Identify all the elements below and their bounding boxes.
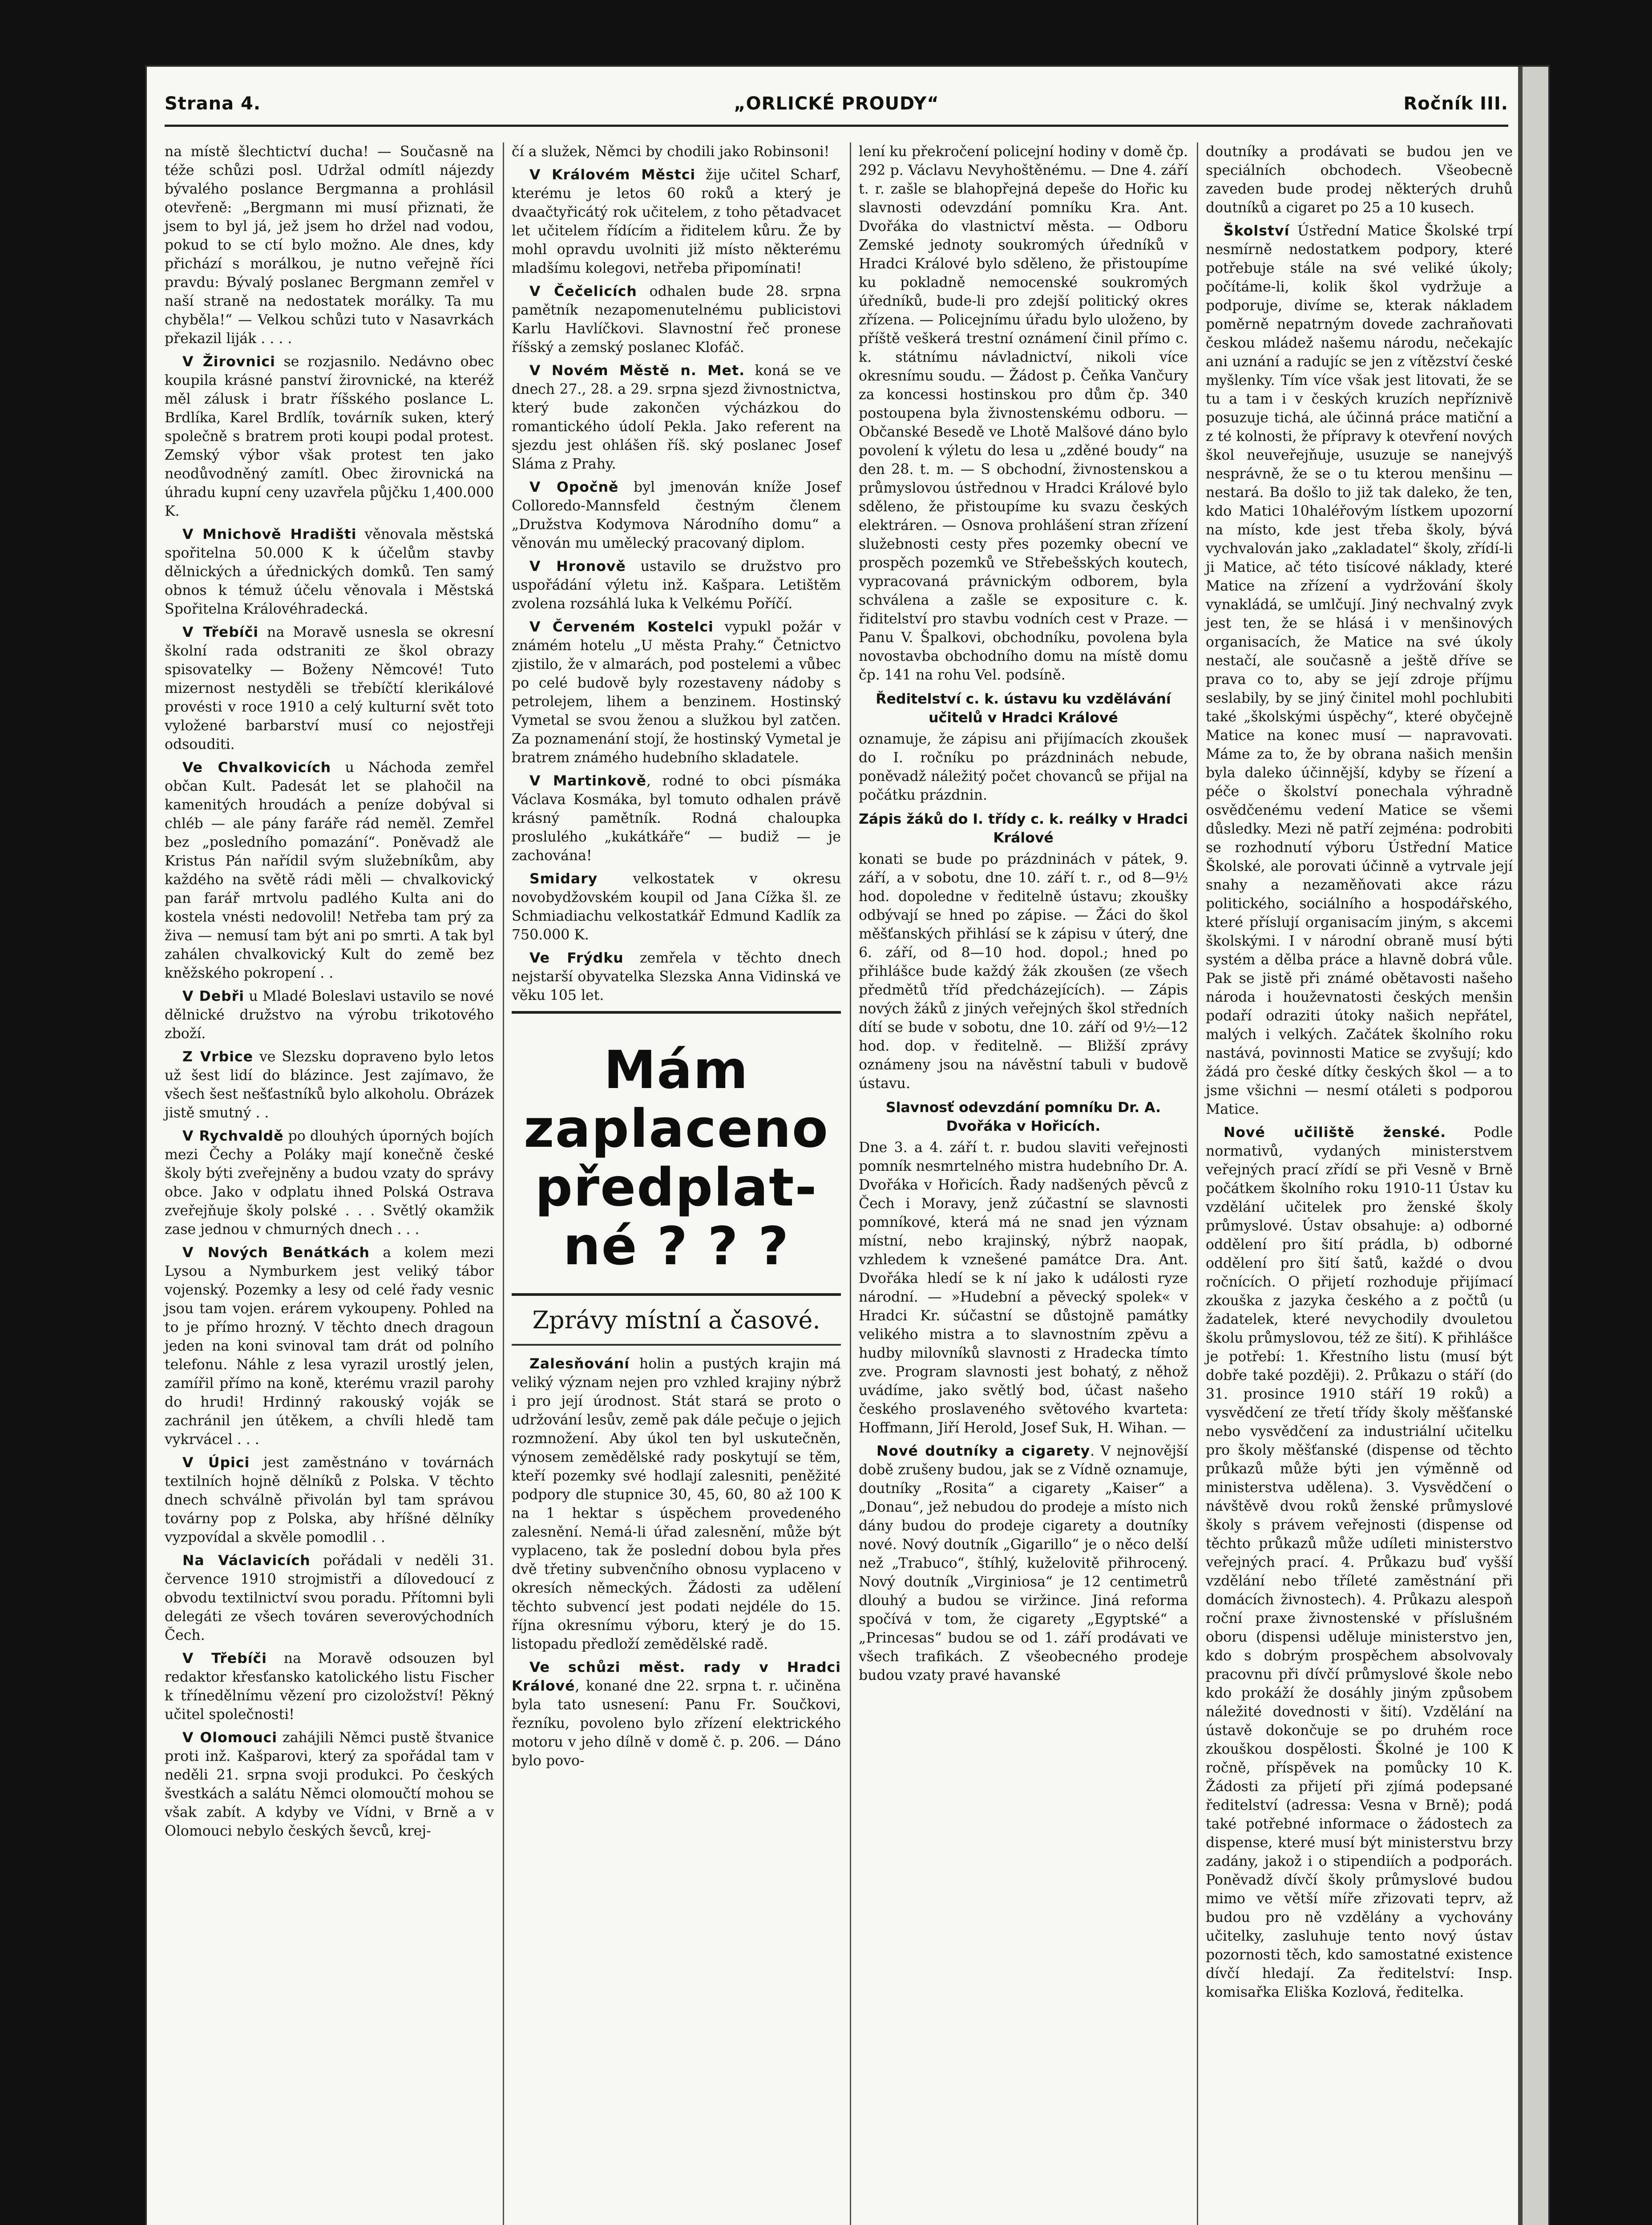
- article-paragraph: [512, 949, 841, 1005]
- article-text: zahájili Němci pustě štvanice proti inž. Kašparovi, který za spořádal tam v neděli 21. srpna svoji produkci. Po českých švestkách a salátu Němci olomoučtí mohou se však zabít. A kdyby ve Vídni, v Brně a v Olomouci nebylo českých ševců, krej-: [165, 1730, 494, 1839]
- column-divider: [850, 142, 851, 2225]
- ad-line: né ? ? ?: [563, 1215, 790, 1277]
- article-paragraph: [1206, 142, 1513, 217]
- article-paragraph: [859, 850, 1188, 1093]
- article-keyword: Na Václavicích: [182, 1553, 311, 1569]
- ad-line: Mám: [603, 1039, 749, 1100]
- article-keyword: V Novém Městě n. Met.: [529, 363, 745, 379]
- article-text: na Moravě odsouzen byl redaktor křesťansko katolického listu Fischer k třínedělnímu vězení pro cizoložství! Pěkný učitel společnosti!: [165, 1651, 494, 1723]
- article-text: holin a pustých krajin má veliký význam nejen pro vzhled krajiny nýbrž i pro její úrodnost. Stát stará se proto o udržování lesův, země pak dále pečuje o jejich rozmnožení. Aby úkol ten byl uskutečněn, výnosem zemědělské rady poskytují se těm, kteří pozemky své hodlají zalesniti, peněžité podpory dle stupnice 30, 45, 60, 80 až 100 K na 1 hektar s úspěchem provedeného zalesnění. Nemá-li úřad zalesnění, může být vyplaceno, tak že poslední dobou byla přes dvě třetiny subvenčního obnosu vyplaceno v okresích německých. Žádosti za udělení těchto subvencí jest podati nejdéle do 15. října okresnímu výboru, který je do 15. listopadu předloží zemědělské radě.: [512, 1356, 841, 1652]
- article-paragraph: [165, 758, 494, 983]
- article-paragraph: [165, 623, 494, 754]
- article-text: jest zaměstnáno v továrnách textilních hojně dělníků z Polska. V těchto dnech schválně přivolán byl tam správou továrny pop z Polska, aby hříšné dělníky vyzpovídal a skvěle pomodlil . .: [165, 1455, 494, 1545]
- article-text: čí a služek, Němci by chodili jako Robinsoni!: [512, 144, 830, 160]
- article-text: lení ku překročení policejní hodiny v domě čp. 292 p. Václavu Nevyhoštěnému. — Dne 4. září t. r. zašle se blahopřejná depeše do Hořic ku slavnosti odevzdání pomníku Kra. Ant. Dvořáka do vlastnictví města. — Odboru Zemské jednoty soukromých úředníků v Hradci Králové bylo sděleno, že přistoupíme ku pokladně nemocenské soukromých úředníků, bude-li pro zdejší politický okres zřízena. — Policejnímu úřadu bylo uloženo, by příště veškerá trestní oznámení činil přímo c. k. státnímu návladnictví, nikoli více okresnímu soudu. — Žádost p. Čeňka Vančury za koncessi hostinskou pro dům čp. 340 postoupena byla živnostenskému odboru. — Občanské Besedě ve Lhotě Malšové dáno bylo povolení k výletu do lesa u „zděné boudy“ na den 28. t. m. — S obchodní, živnostenskou a průmyslovou ústřednou v Hradci Králové bylo sděleno, že přistoupíme ku svazu českých elektráren. — Osnova prohlášení stran zřízení služebnosti cesty přes pozemky obecní ve prospěch pozemků ve Střebešských koutech, vypracovaná právnickým odborem, byla schválena a zašle se expositure c. k. řiditelství pro stavbu vodních cest v Praze. — Panu V. Špalkovi, obchodníku, povolena byla novostavba obchodního domu na místě domu čp. 141 na rohu Vel. podsíně.: [859, 144, 1188, 683]
- column-divider: [1197, 142, 1198, 2225]
- article-keyword: Školství: [1224, 223, 1290, 239]
- article-paragraph: [512, 1658, 841, 1770]
- ad-line: předplat-: [535, 1157, 818, 1218]
- article-paragraph: [1206, 1123, 1513, 2002]
- article-text: Dne 3. a 4. září t. r. budou slaviti veřejnosti pomník nesmrtelného mistra hudebního Dr. A. Dvořáka v Hořicích. Řady nadšených pěvců z Čech i Moravy, jenž zúčastní se slavnosti pomníkové, která má ne snad jen význam místní, nebo krajinský, nýbrž naopak, vzhledem k vznešené památce Dra. Ant. Dvořáka hledí se k ní jako k události ryze národní. — »Hudební a pěvecký spolek« v Hradci Kr. súčastní se důstojně památky velikého mistra a to slavnostním zpěvu a hudby milovníků slavnosti z Hradecka tímto zve. Program slavnosti jest bohatý, z něhož uvádíme, jako světlý bod, účast našeho českého proslaveného světového kvarteta: Hoffmann, Jiří Herold, Josef Suk, H. Wihan. —: [859, 1140, 1188, 1436]
- ad-line: zaplaceno: [524, 1098, 829, 1159]
- article-keyword: Nové učiliště ženské.: [1224, 1125, 1446, 1141]
- article-keyword: V Martinkově: [529, 773, 647, 789]
- article-paragraph: [859, 1138, 1188, 1437]
- article-heading: Slavnosť odevzdání pomníku Dr. A. Dvořáka v Hořicích.: [885, 1100, 1161, 1134]
- article-paragraph: [512, 557, 841, 613]
- article-keyword: Nové doutníky a cigarety: [876, 1443, 1091, 1459]
- article-text: . V nejnovější době zrušeny budou, jak se z Vídně oznamuje, doutníky „Rosita“ a cigarety „Kaiser“ a „Donau“, jež nebudou do prodeje a místo nich dány budou do prodeje cigarety a doutníky nové. Nový doutník „Gigarillo“ je o něco delší než „Trabuco“, štíhlý, kuželovitě přihrocený. Nový doutník „Virginiosa“ je 12 centimetrů dlouhý a budou se viržince. Jiná reforma spočívá v tom, že cigarety „Egyptské“ a „Princesas“ budou se od 1. září prodávati ve všech trafikách. Z všeobecného prodeje budou vzaty pravé havanské: [859, 1443, 1188, 1683]
- article-text: odhalen bude 28. srpna pamětník nezapomenutelnému publicistovi Karlu Havlíčkovi. Slavnostní řeč pronese říšský a zemský poslanec Klofáč.: [512, 283, 841, 356]
- article-paragraph: [512, 166, 841, 278]
- article-text: u Mladé Boleslavi ustavilo se nové dělnické družstvo na výrobu trikotového zboží.: [165, 988, 494, 1042]
- article-paragraph: [1206, 222, 1513, 1119]
- article-paragraph: [512, 361, 841, 473]
- article-paragraph: [859, 730, 1188, 805]
- subscription-ad: [512, 1011, 841, 1296]
- article-text: , rodné to obci písmáka Václava Kosmáka, byl tomuto odhalen právě krásný pamětník. Rodná chaloupka proslulého „kukátkáře“ — budiž — je zachována!: [512, 773, 841, 864]
- article-text: doutníky a prodávati se budou jen ve speciálních obchodech. Všeobecně zaveden bude prodej některých druhů doutníků a cigaret po 25 a 10 kusech.: [1206, 144, 1513, 216]
- article-paragraph: [165, 525, 494, 619]
- article-text: konati se bude po prázdninách v pátek, 9. září, a v sobotu, dne 10. září t. r., od 8—9½ hod. dopoledne v ředitelně ústavu; zkoušky odbývají se hned po zápise. — Žáci do škol měšťanských přihlásí se k zápisu v úterý, dne 6. září, od 8—10 hod. dopol.; hned po přihlášce bude každý žák zkoušen (ze všech předmětů tříd předcházejících). — Zápis nových žáků z jiných veřejných škol středních dítí se bude v sobotu, dne 10. září od 9½—12 hod. dop. v ředitelně. — Bližší zprávy oznámeny jsou na návěstní tabuli v budově ústavu.: [859, 851, 1188, 1092]
- article-paragraph: [512, 282, 841, 357]
- column-divider: [503, 142, 504, 2225]
- article-text: na místě šlechtictví ducha! — Současně na téže schůzi posl. Udržal odmítl nájezdy bývalého poslance Bergmanna a prohlásil otevřeně: „Bergmann mi musí přiznati, že jsem to byl já, jež jsem ho držel nad vodou, pokud to se ctí bylo možno. Ale dnes, kdy přichází s morálkou, je nutno veřejně říci pravdu: Bývalý poslanec Bergmann zemřel v naší straně na nedostatek morálky. Ta mu chyběla!“ — Velkou schůzi tuto v Nasavrkách překazil liják . . . .: [165, 144, 494, 347]
- article-keyword: V Debři: [182, 988, 245, 1004]
- article-text: koná se ve dnech 27., 28. a 29. srpna sjezd živnostnictva, který bude zakončen výcházkou do romantického údolí Pekla. Jako referent na sjezdu jest ohlášen říš. ský poslanec Josef Sláma z Prahy.: [512, 363, 841, 472]
- article-text: po dlouhých úporných bojích mezi Čechy a Poláky mají konečně české školy býti zveřejněny a budou vzaty do správy obce. Jako v odplatu ihned Polská Ostrava zveřejňuje školy polské . . . Světlý okamžik zase jednou v chmurných dnech . . .: [165, 1128, 494, 1238]
- article-keyword: V Mnichově Hradišti: [182, 526, 357, 542]
- article-paragraph: [165, 1728, 494, 1841]
- article-keyword: V Královém Městci: [529, 167, 696, 183]
- article-keyword: V Červeném Kostelci: [529, 619, 714, 635]
- article-paragraph: [859, 1442, 1188, 1685]
- column-2: [512, 142, 841, 1775]
- article-paragraph: [165, 1453, 494, 1547]
- article-paragraph: [512, 142, 841, 161]
- article-keyword: V Hronově: [529, 558, 626, 574]
- article-keyword: V Nových Benátkách: [182, 1245, 370, 1261]
- article-text: na Moravě usnesla se okresní školní rada odstraniti ze škol obrazy spisovatelky — Boženy Němcové! Tuto mizernost nestyděli se třebíčtí klerikálové provésti v roce 1910 a celý kulturní svět toto vyložené barbarství musí co nejostřeji odsouditi.: [165, 624, 494, 752]
- section-title: Zprávy místní a časové.: [512, 1305, 841, 1346]
- article-paragraph: [165, 1243, 494, 1449]
- volume-label: Ročník III.: [1403, 93, 1508, 114]
- article-heading: Zápis žáků do I. třídy c. k. reálky v Hradci Králové: [859, 811, 1188, 846]
- article-paragraph: [165, 142, 494, 348]
- article-text: vypukl požár v známém hotelu „U města Prahy.“ Četnictvo zjistilo, že v almarách, pod postelemi a vůbec po celé budově byly rozestaveny nádoby s petrolejem, lihem a benzinem. Hostinský Vymetal se svou ženou a služkou byl zatčen. Za poznamenání stojí, že hostinský Vymetal je bratrem známého hudebního skladatele.: [512, 619, 841, 766]
- article-keyword: V Třebíči: [182, 1651, 267, 1667]
- article-text: a kolem mezi Lysou a Nymburkem jest veliký tábor vojenský. Pozemky a lesy od celé řady vesnic jsou tam vojen. erárem vykoupeny. Pohled na to je přímo hrozný. V těchto dnech dragoun jeden na koni svinoval tam drát od polního telefonu. Náhle z lesa vyrazil urostlý jelen, zamířil přímo na koně, kterému vrazil parohy do hrudi! Hrdinný rakouský voják se zachránil jen útěkem, a chvíli hledě tam vykrvácel . . .: [165, 1245, 494, 1448]
- article-keyword: V Rychvaldě: [182, 1128, 284, 1144]
- article-keyword: V Opočně: [529, 479, 619, 495]
- article-keyword: V Čečelicích: [529, 283, 637, 299]
- article-keyword: Ve Frýdku: [529, 950, 624, 966]
- article-paragraph: [165, 1048, 494, 1122]
- article-keyword: Ve Chvalkovicích: [182, 760, 331, 776]
- article-paragraph: [512, 772, 841, 865]
- article-text: byl jmenován kníže Josef Colloredo-Mannsfeld čestným členem „Družstva Kodymova Národního domu“ a věnován mu umělecký pracovaný diplom.: [512, 479, 841, 551]
- article-text: Ústřední Matice Školské trpí nesmírně nedostatkem podpory, které potřebuje stále na své veliké úkoly; počítáme-li, kolik škol vydržuje a podporuje, divíme se, kterak nákladem poměrně nepatrným dovede zachraňovati českou mládež našemu národu, nečekajíc ani uznání a radujíc se jen z vítězství české myšlenky. Tím více však jest litovati, že se tu a tam i v českých kruzích nepříznivě posuzuje tichá, ale účinná práce matiční a z té kolnosti, že přípravy k otevření nových škol neuveřejňuje, usuzuje se nanejvýš nesprávně, že se o tu kterou menšinu — nestará. Ba došlo to již tak daleko, že ten, kdo Matici 10haléřovým lístkem upozorní na místo, kde jest třeba školy, bývá vychvalován jako „zakladatel“ školy, zřídí-li ji Matice, ač této tisícové náklady, které Matice na zřízení a vydržování školy vynakládá, se umlčují. Jiný nechvalný zvyk jest ten, že se hlásá i v menšinových organisacích, že Matice na své úkoly nestačí, ale současně a ještě dříve se prava co to, aby se její zdroje příjmu seslabily, by se jiný činitel mohl pochlubiti také „školskými úspěchy“, které obyčejně Matice na konec musí — napravovati. Máme za to, že by obrana našich menšin byla daleko účinnější, kdyby se řízení a péče o školství ponechala výhradně osvědčenému vedení Matice se všemi důsledky. Mezi ně patří zejména: podrobiti se rozhodnutí výboru Ústřední Matice Školské, ale porovati účinně a vytrvale její snahy a nezaměňovati akce rázu politického, sociálního a hospodářského, které příslují organisacím jiným, s akcemi školskými. I v národní obraně musí býti systém a dělba práce a hlavně dobrá vůle. Pak se jistě při známé obětavosti našeho národa i houževnatosti českých menšin podaří odraziti útoky našich nepřátel, malých i velkých. Začátek školního roku nastává, povinnosti Matice se zvyšují; kdo žádá pro české dítky českých škol — a to jsme všichni — nesmí otáleti s podporou Matice.: [1206, 223, 1513, 1117]
- article-text: žije učitel Scharf, kterému je letos 60 roků a který je dvaačtyřicátý rok učitelem, z toho pětadvacet let učitelem řídícím a řiditelem kůru. Že by mohl opravdu uvolniti již místo některému mladšímu kolegovi, netřeba připomínati!: [512, 167, 841, 276]
- article-text: ustavilo se družstvo pro uspořádání výletu inž. Kašpara. Letištěm zvolena rozsáhlá luka k Velkému Poříčí.: [512, 558, 841, 612]
- article-keyword: V Žirovnici: [182, 354, 275, 370]
- article-text: pořádali v neděli 31. července 1910 strojmistři a dílovedoucí z obvodu textilnictví svou poradu. Přítomni byli delegáti ze všech továren severovýchodních Čech.: [165, 1553, 494, 1643]
- column-1: [165, 142, 494, 1845]
- article-text: velkostatek v okresu novobydžovském koupil od Jana Cížka šl. ze Schmiadiachu velkostatkář Edmund Kadlík za 750.000 K.: [512, 871, 841, 943]
- column-3: [859, 142, 1188, 1689]
- article-paragraph: [512, 478, 841, 553]
- article-paragraph: [165, 1127, 494, 1239]
- page-number: Strana 4.: [165, 93, 261, 114]
- article-keyword: V Úpici: [182, 1455, 250, 1471]
- article-paragraph: [165, 987, 494, 1043]
- page-header: [165, 93, 1508, 127]
- article-paragraph: [165, 1551, 494, 1645]
- article-paragraph: [512, 618, 841, 767]
- article-paragraph: [859, 142, 1188, 684]
- page-edge: [1518, 67, 1548, 2225]
- newspaper-page: [147, 67, 1548, 2225]
- article-text: zemřela v těchto dnech nejstarší obyvatelka Slezska Anna Vidinská ve věku 105 let.: [512, 950, 841, 1003]
- article-paragraph: [512, 870, 841, 944]
- article-text: oznamuje, že zápisu ani přijímacích zkoušek do I. ročníku po prázdninách nebude, poněvadž náležitý počet chovanců se přijal na počátku prázdnin.: [859, 731, 1188, 803]
- article-keyword: Smidary: [529, 871, 598, 887]
- article-text: Podle normativů, vydaných ministerstvem veřejných prací zřídí se při Vesně v Brně počátkem školního roku 1910-11 Ústav ku vzdělání učitelek pro ženské školy průmyslové. Ústav obsahuje: a) odborné oddělení pro šití prádla, b) odborné oddělení pro šití šatů, každé o dvou ročnících. O přijetí rozhoduje přijímací zkouška z jazyka českého a z počtů (u žadatelek, které nevychodily dvouletou školu průmyslovou, též ze šití). K přihlášce je potřebí: 1. Křestního listu (musí být dobře také později). 2. Průkazu o stáří (do 31. prosince 1910 stáří 19 roků) a vysvědčení ze třetí třídy školy měšťanské nebo vysvědčení za industriální učitelku pro školy měšťanské (dispense od těchto průkazů může býti jen výměnně od ministerstva udělena). 3. Vysvědčení o návštěvě dvou roků ženské průmyslové školy s právem veřejnosti (dispense od těchto průkazů může udíleti ministerstvo veřejných prací. 4. Průkazu buď vyšší vzdělání nebo tříleté zaměstnání při domácích živnostech). 4. Průkazu alespoň roční praxe živnostenské v příslušném oboru (dispensi uděluje ministerstvo jen, kdo s dobrým prospěchem absolvovaly pracovnu při dívčí průmyslové škole nebo kdo prokáží že dosáhly jiným způsobem náležité dovednosti v šití). Vzdělání na ústavě dokončuje se po druhém roce zkouškou dospělosti. Školné je 100 K ročně, příspěvek na pomůcky 10 K. Žádosti za přijetí při zjímá podepsané ředitelství (adressa: Vesna v Brně); podá také potřebné informace o žádostech za dispense, které musí být ministerstvu brzy zadány, jakož i o stipendiích a podporách. Poněvadž dívčí školy průmyslové budou mimo ve větší míře zřizovati teprv, až budou pro ně vzdělány a vychovány učitelky, zasluhuje tento nový ústav pozornosti těch, kdo samostatné existence dívčí hledají. Za ředitelství: Insp. komisařka Eliška Kozlová, ředitelka.: [1206, 1125, 1513, 2000]
- article-paragraph: [165, 352, 494, 521]
- column-4: [1206, 142, 1513, 2006]
- article-keyword: V Třebíči: [182, 624, 259, 640]
- article-text: věnovala městská spořitelna 50.000 K k účelům stavby dělnických a úřednických domků. Ten samý obnos k témuž účelu věnovala i Městská Spořitelna Královéhradecká.: [165, 526, 494, 617]
- article-text: ve Slezsku dopraveno bylo letos už šest lidí do blázince. Jest zajímavo, že všech šest nešťastníků bylo alkoholu. Obrázek jistě smutný . .: [165, 1049, 494, 1121]
- article-heading: Ředitelství c. k. ústavu ku vzdělávání učitelů v Hradci Králové: [876, 691, 1171, 726]
- article-keyword: Z Vrbice: [182, 1049, 254, 1065]
- article-keyword: Ve schůzi měst. rady v Hradci Králové: [512, 1659, 841, 1694]
- article-text: , konané dne 22. srpna t. r. učiněna byla tato usnesení: Panu Fr. Součkovi, řezníku, povoleno bylo zřízení elektrického motoru v jeho dílně v domě č. p. 206. — Dáno bylo povo-: [512, 1678, 841, 1769]
- article-keyword: Zalesňování: [529, 1356, 630, 1372]
- article-paragraph: [512, 1355, 841, 1654]
- article-text: se rozjasnilo. Nedávno obec koupila krásné panství žirovnické, na kteréž měl zálusk i bratr říšského poslance L. Brdlíka, Karel Brdlík, továrník suken, který společně s bratrem proti koupi podal protest. Zemský výbor však protest ten jako neodůvodněný zamítl. Obec žirovnická na úhradu kupní ceny uzavřela půjčku 1,400.000 K.: [165, 354, 494, 519]
- masthead-title: „ORLICKÉ PROUDY“: [734, 93, 939, 114]
- article-text: u Náchoda zemřel občan Kult. Padesát let se plahočil na kamenitých hroudách a peníze dobýval si chléb — ale pány faráře rád neměl. Zemřel bez „posledního pomazání“. Poněvadž ale Kristus Pán nařídil svým služebníkům, aby každého na světě rádi měli — chvalkovický pan farář mrtvolu padlého Kulta ani do kostela vnésti nedovolil! Netřeba tam prý za živa — nemusí tam být ani po smrti. A tak byl zahálen chvalkovický Kult do země bez kněžského pokropení . .: [165, 760, 494, 981]
- article-keyword: V Olomouci: [182, 1730, 278, 1746]
- article-paragraph: [165, 1649, 494, 1724]
